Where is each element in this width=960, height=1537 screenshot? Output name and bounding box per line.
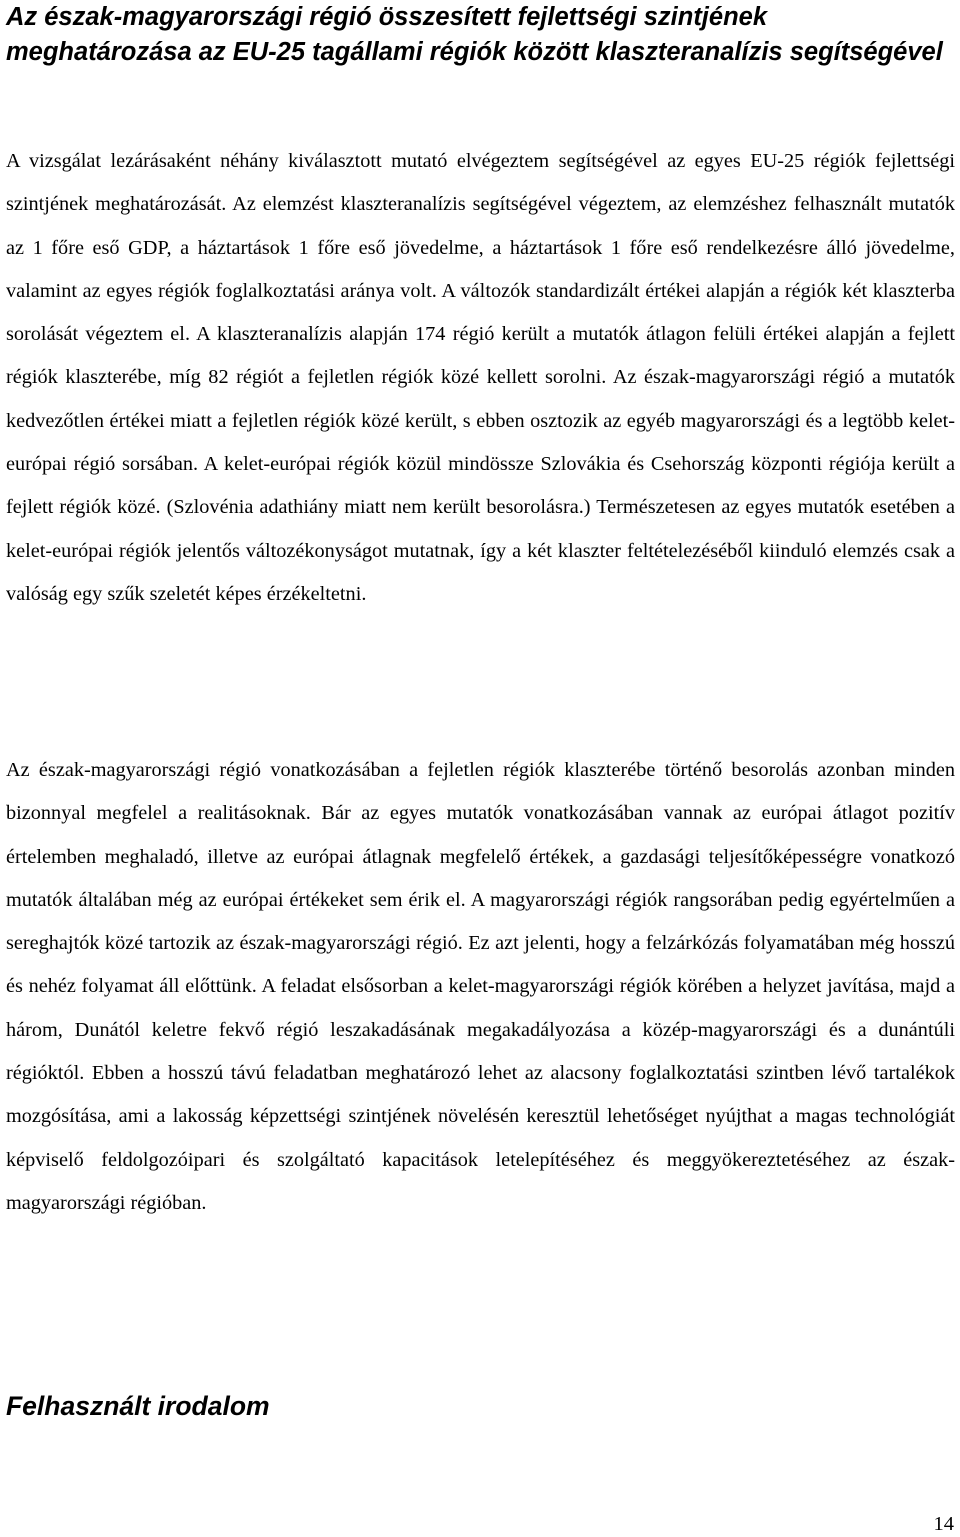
page-number: 14 [933, 1513, 954, 1535]
body-paragraph: Az észak-magyarországi régió vonatkozásában a fejletlen régiók klaszterébe történő besorolás azonban minden bizonnyal megfelel a realitásoknak. Bár az egyes mutatók vonatkozásában vannak az európai átlagot pozitív értelemben meghaladó, illetve az európai átlagnak megfelelő értékek, a gazdasági teljesítőképességre vonatkozó mutatók általában még az európai értékeket sem érik el. A magyarországi régiók rangsorában pedig egyértelműen a sereghajtók közé tartozik az észak-magyarországi régió. Ez azt jelenti, hogy a felzárkózás folyamatában még hosszú és nehéz folyamat áll előttünk. A feladat elsősorban a kelet-magyarországi régiók körében a helyzet javítása, majd a három, Dunától keletre fekvő régió leszakadásának megakadályozása a közép-magyarországi és a dunántúli régióktól. Ebben a hosszú távú feladatban meghatározó lehet az alacsony foglalkoztatási szintben lévő tartalékok mozgósítása, ami a lakosság képzettségi szintjének növelésén keresztül lehetőséget nyújthat a magas technológiát képviselő feldolgozóipari és szolgáltató kapacitások letelepítéséhez és meggyökereztetéséhez az észak-magyarországi régióban. [6, 759, 955, 1214]
body-paragraph: A vizsgálat lezárásaként néhány kiválasztott mutató elvégeztem segítségével az egyes EU-25 régiók fejlettségi szintjének meghatározását. Az elemzést klaszteranalízis segítségével végeztem, az elemzéshez felhasznált mutatók az 1 főre eső GDP, a háztartások 1 főre eső jövedelme, a háztartások 1 főre eső rendelkezésre álló jövedelme, valamint az egyes régiók foglalkoztatási aránya volt. A változók standardizált értékei alapján a régiók két klaszterba sorolását végeztem el. A klaszteranalízis alapján 174 régió került a mutatók átlagon felüli értékei alapján a fejlett régiók klaszterébe, míg 82 régiót a fejletlen régiók közé kellett sorolni. Az észak-magyarországi régió a mutatók kedvezőtlen értékei miatt a fejletlen régiók közé került, s ebben osztozik az egyéb magyarországi és a legtöbb kelet-európai régió sorsában. A kelet-európai régiók közül mindössze Szlovákia és Csehország központi régiója került a fejlett régiók közé. (Szlovénia adathiány miatt nem került besorolásra.) Természetesen az egyes mutatók esetében a kelet-európai régiók jelentős változékonyságot mutatnak, így a két klaszter feltételezéséből kiinduló elemzés csak a valóság egy szűk szeletét képes érzékeltetni. [6, 150, 955, 605]
document-title: Az észak-magyarországi régió összesített fejlettségi szintjének meghatározása az EU-25 tagállami régiók között klaszteranalízis segítségével [6, 3, 943, 66]
section-heading: Felhasznált irodalom [6, 1391, 270, 1421]
